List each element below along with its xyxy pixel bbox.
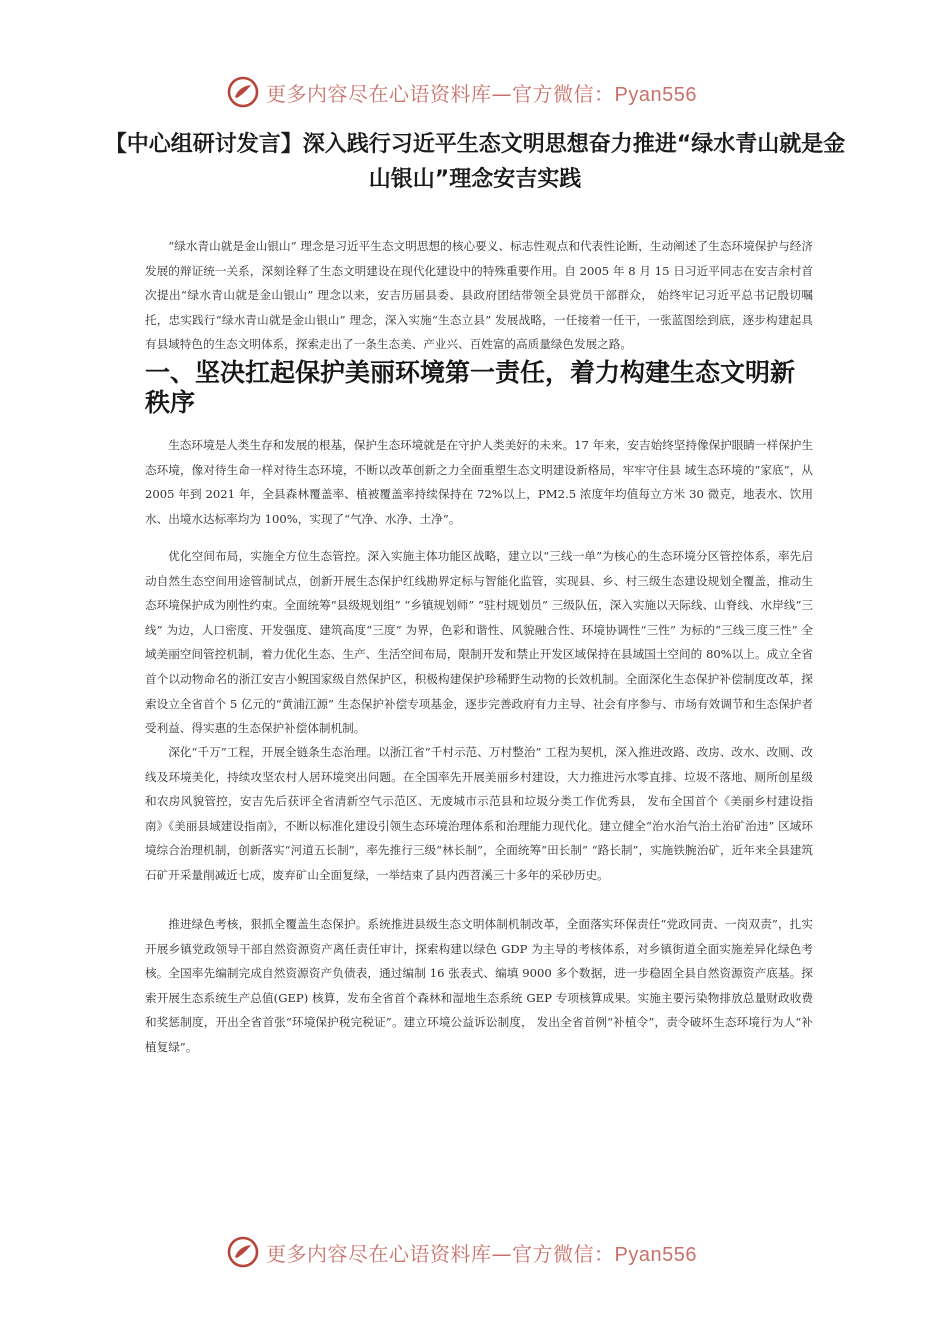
header-banner xyxy=(226,72,746,112)
footer-banner xyxy=(226,1232,746,1272)
brand-logo-icon xyxy=(226,1235,260,1269)
document-title: 【中心组研讨发言】深入践行习近平生态文明思想奋力推进“绿水青山就是金山银山”理念安吉实践 xyxy=(104,132,846,192)
body-paragraph-2: 优化空间布局，实施全方位生态管控。深入实施主体功能区战略，建立以“三线一单”为核心的生态环境分区管控体系，率先启动自然生态空间用途管制试点，创新开展生态保护红线勘界定标与智能化监管，实现县、乡、村三级生态建设规划全覆盖，推动生态环境保护成为刚性约束。全面统筹“县级规划组” “乡镇规划师” “驻村规划员” 三级队伍，深入实施以天际线、山脊线、水岸线“三线” 为边，人口密度、开发强度、建筑高度“三度” 为界，色彩和谐性、风貌融合性、环境协调性“三性” 为标的“三线三度三性” 全域美丽空间管控机制，着力优化生态、生产、生活空间布局，限制开发和禁止开发区域保持在县域国土空间的 80%以上。成立全省首个以动物命名的浙江安吉小鲵国家级自然保护区，积极构建保护珍稀野生动物的长效机制。全面深化生态保护补偿制度改革，探索设立全省首个 5 亿元的“黄浦江源” 生态保护补偿专项基金，逐步完善政府有力主导、社会有序参与、市场有效调节和生态保护者受利益、得实惠的生态保护补偿体制机制。 xyxy=(145,549,813,736)
intro-paragraph: “绿水青山就是金山银山” 理念是习近平生态文明思想的核心要义、标志性观点和代表性论断，生动阐述了生态环境保护与经济发展的辩证统一关系，深刻诠释了生态文明建设在现代化建设中的特殊重要作用。自 2005 年 8 月 15 日习近平同志在安吉余村首次提出“绿水青山就是金山银山” 理念以来，安吉历届县委、县政府团结带领全县党员干部群众， 始终牢记习近平总书记殷切嘱托，忠实践行“绿水青山就是金山银山” 理念，深入实施“生态立县” 发展战略，一任接着一任干，一张蓝图绘到底，逐步构建起具有县域特色的生态文明体系，探索走出了一条生态美、产业兴、百姓富的高质量绿色发展之路。 xyxy=(145,239,813,352)
banner-text xyxy=(266,78,697,107)
wechat-id: Pyan556 xyxy=(614,1243,697,1266)
banner-caption: 更多内容尽在心语资料库—官方微信： xyxy=(266,1241,615,1266)
body-paragraph-1: 生态环境是人类生存和发展的根基，保护生态环境就是在守护人类美好的未来。17 年来，安吉始终坚持像保护眼睛一样保护生态环境，像对待生命一样对待生态环境，不断以改革创新之力全面重塑生态文明建设新格局，牢牢守住县 域生态环境的“家底”，从 2005 年到 2021 年，全县森林覆盖率、植被覆盖率持续保持在 72%以上，PM2.5 浓度年均值每立方米 30 微克，地表水、饮用水、出境水达标率均为 100%，实现了“气净、水净、土净”。 xyxy=(145,438,813,526)
banner-caption: 更多内容尽在心语资料库—官方微信： xyxy=(266,81,615,106)
brand-logo-icon xyxy=(226,75,260,109)
body-paragraph-4: 推进绿色考核，狠抓全覆盖生态保护。系统推进县级生态文明体制机制改革，全面落实环保责任“党政同责、一岗双责”，扎实开展乡镇党政领导干部自然资源资产离任责任审计，探索构建以绿色 GDP 为主导的考核体系，对乡镇街道全面实施差异化绿色考核。全国率先编制完成自然资源资产负债表，通过编制 16 张表式、编填 9000 多个数据，进一步稳固全县自然资源资产底基。探索开展生态系统生产总值(GEP) 核算，发布全省首个森林和湿地生态系统 GEP 专项核算成果。实施主要污染物排放总量财政收费和奖惩制度，开出全省首张“环境保护税完税证”。建立环境公益诉讼制度， 发出全省首例“补植令”，责令破坏生态环境行为人“补植复绿”。 xyxy=(145,917,813,1054)
body-paragraph-3: 深化“千万”工程，开展全链条生态治理。以浙江省“千村示范、万村整治” 工程为契机，深入推进改路、改房、改水、改厕、改线及环境美化，持续攻坚农村人居环境突出问题。在全国率先开展美丽乡村建设，大力推进污水零直排、垃圾不落地、厕所创星级和农房风貌管控，安吉先后获评全省清新空气示范区、无废城市示范县和垃圾分类工作优秀县， 发布全国首个《美丽乡村建设指南》《美丽县域建设指南》，不断以标准化建设引领生态环境治理体系和治理能力现代化。建立健全“治水治气治土治矿治违” 区域环境综合治理机制，创新落实“河道五长制”，率先推行三级“林长制”，全面统筹“田长制” “路长制”，实施铁腕治矿，近年来全县建筑石矿开采量削减近七成，废弃矿山全面复绿，一举结束了县内西苕溪三十多年的采砂历史。 xyxy=(145,745,813,882)
section-heading: 一、坚决扛起保护美丽环境第一责任，着力构建生态文明新秩序 xyxy=(145,358,796,417)
wechat-id: Pyan556 xyxy=(614,83,697,106)
banner-text xyxy=(266,1238,697,1267)
